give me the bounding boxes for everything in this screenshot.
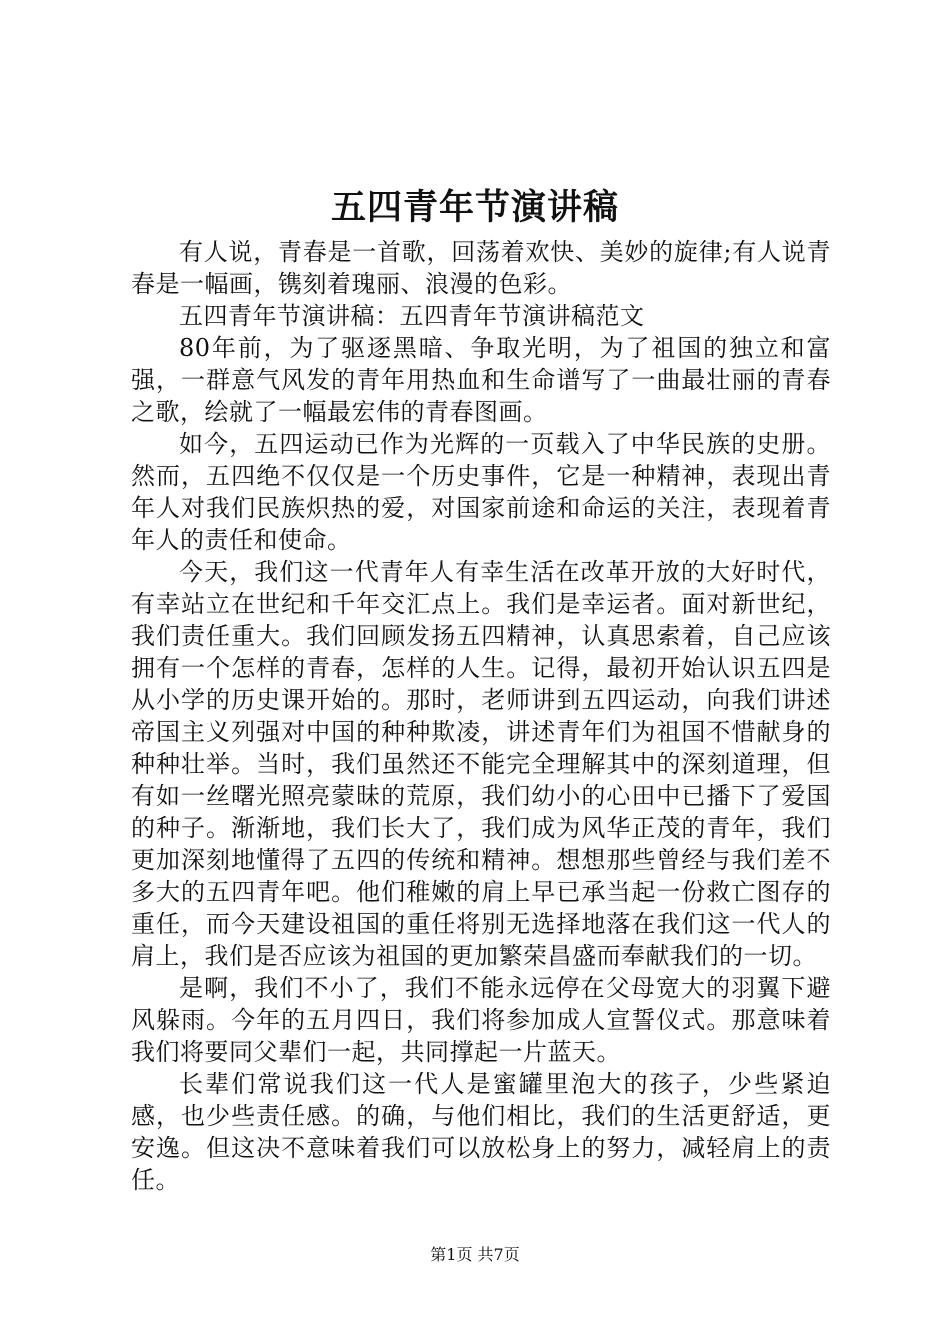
paragraph-today: 今天，我们这一代青年人有幸生活在改革开放的大好时代，有幸站立在世纪和千年交汇点上。我们是幸运者。面对新世纪，我们责任重大。我们回顾发扬五四精神，认真思索着，自己应该拥有一个怎样的青春，怎样的人生。记得，最初开始认识五四是从小学的历史课开始的。那时，老师讲到五四运动，向我们讲述帝国主义列强对中国的种种欺凌，讲述青年们为祖国不惜献身的种种壮举。当时，我们虽然还不能完全理解其中的深刻道理，但有如一丝曙光照亮蒙昧的荒原，我们幼小的心田中已播下了爱国的种子。渐渐地，我们长大了，我们成为风华正茂的青年，我们更加深刻地懂得了五四的传统和精神。想想那些曾经与我们差不多大的五四青年吧。他们稚嫩的肩上早已承当起一份救亡图存的重任，而今天建设祖国的重任将别无选择地落在我们这一代人的肩上，我们是否应该为祖国的更加繁荣昌盛而奉献我们的一切。 xyxy=(131,558,831,970)
paragraph-responsibility: 长辈们常说我们这一代人是蜜罐里泡大的孩子，少些紧迫感，也少些责任感。的确，与他们相比，我们的生活更舒适，更安逸。但这决不意味着我们可以放松身上的努力，减轻肩上的责任。 xyxy=(131,1070,831,1194)
document-title: 五四青年节演讲稿 xyxy=(330,187,619,228)
paragraph-growing-up: 是啊，我们不小了，我们不能永远停在父母宽大的羽翼下避风躲雨。今年的五月四日，我们将参加成人宣誓仪式。那意味着我们将要同父辈们一起，共同撑起一片蓝天。 xyxy=(131,974,831,1066)
paragraph-spirit: 如今，五四运动已作为光辉的一页载入了中华民族的史册。然而，五四绝不仅仅是一个历史事件，它是一种精神，表现出青年人对我们民族炽热的爱，对国家前途和命运的关注，表现着青年人的责任和使命。 xyxy=(131,430,831,554)
document-body xyxy=(131,236,831,1196)
paragraph-subtitle: 五四青年节演讲稿：五四青年节演讲稿范文 xyxy=(179,302,645,330)
paragraph-intro: 有人说，青春是一首歌，回荡着欢快、美妙的旋律;有人说青春是一幅画，镌刻着瑰丽、浪漫的色彩。 xyxy=(131,238,831,298)
page-footer: 第1页 共7页 xyxy=(430,1245,520,1264)
paragraph-history: 80年前，为了驱逐黑暗、争取光明，为了祖国的独立和富强，一群意气风发的青年用热血和生命谱写了一曲最壮丽的青春之歌，绘就了一幅最宏伟的青春图画。 xyxy=(131,334,831,426)
